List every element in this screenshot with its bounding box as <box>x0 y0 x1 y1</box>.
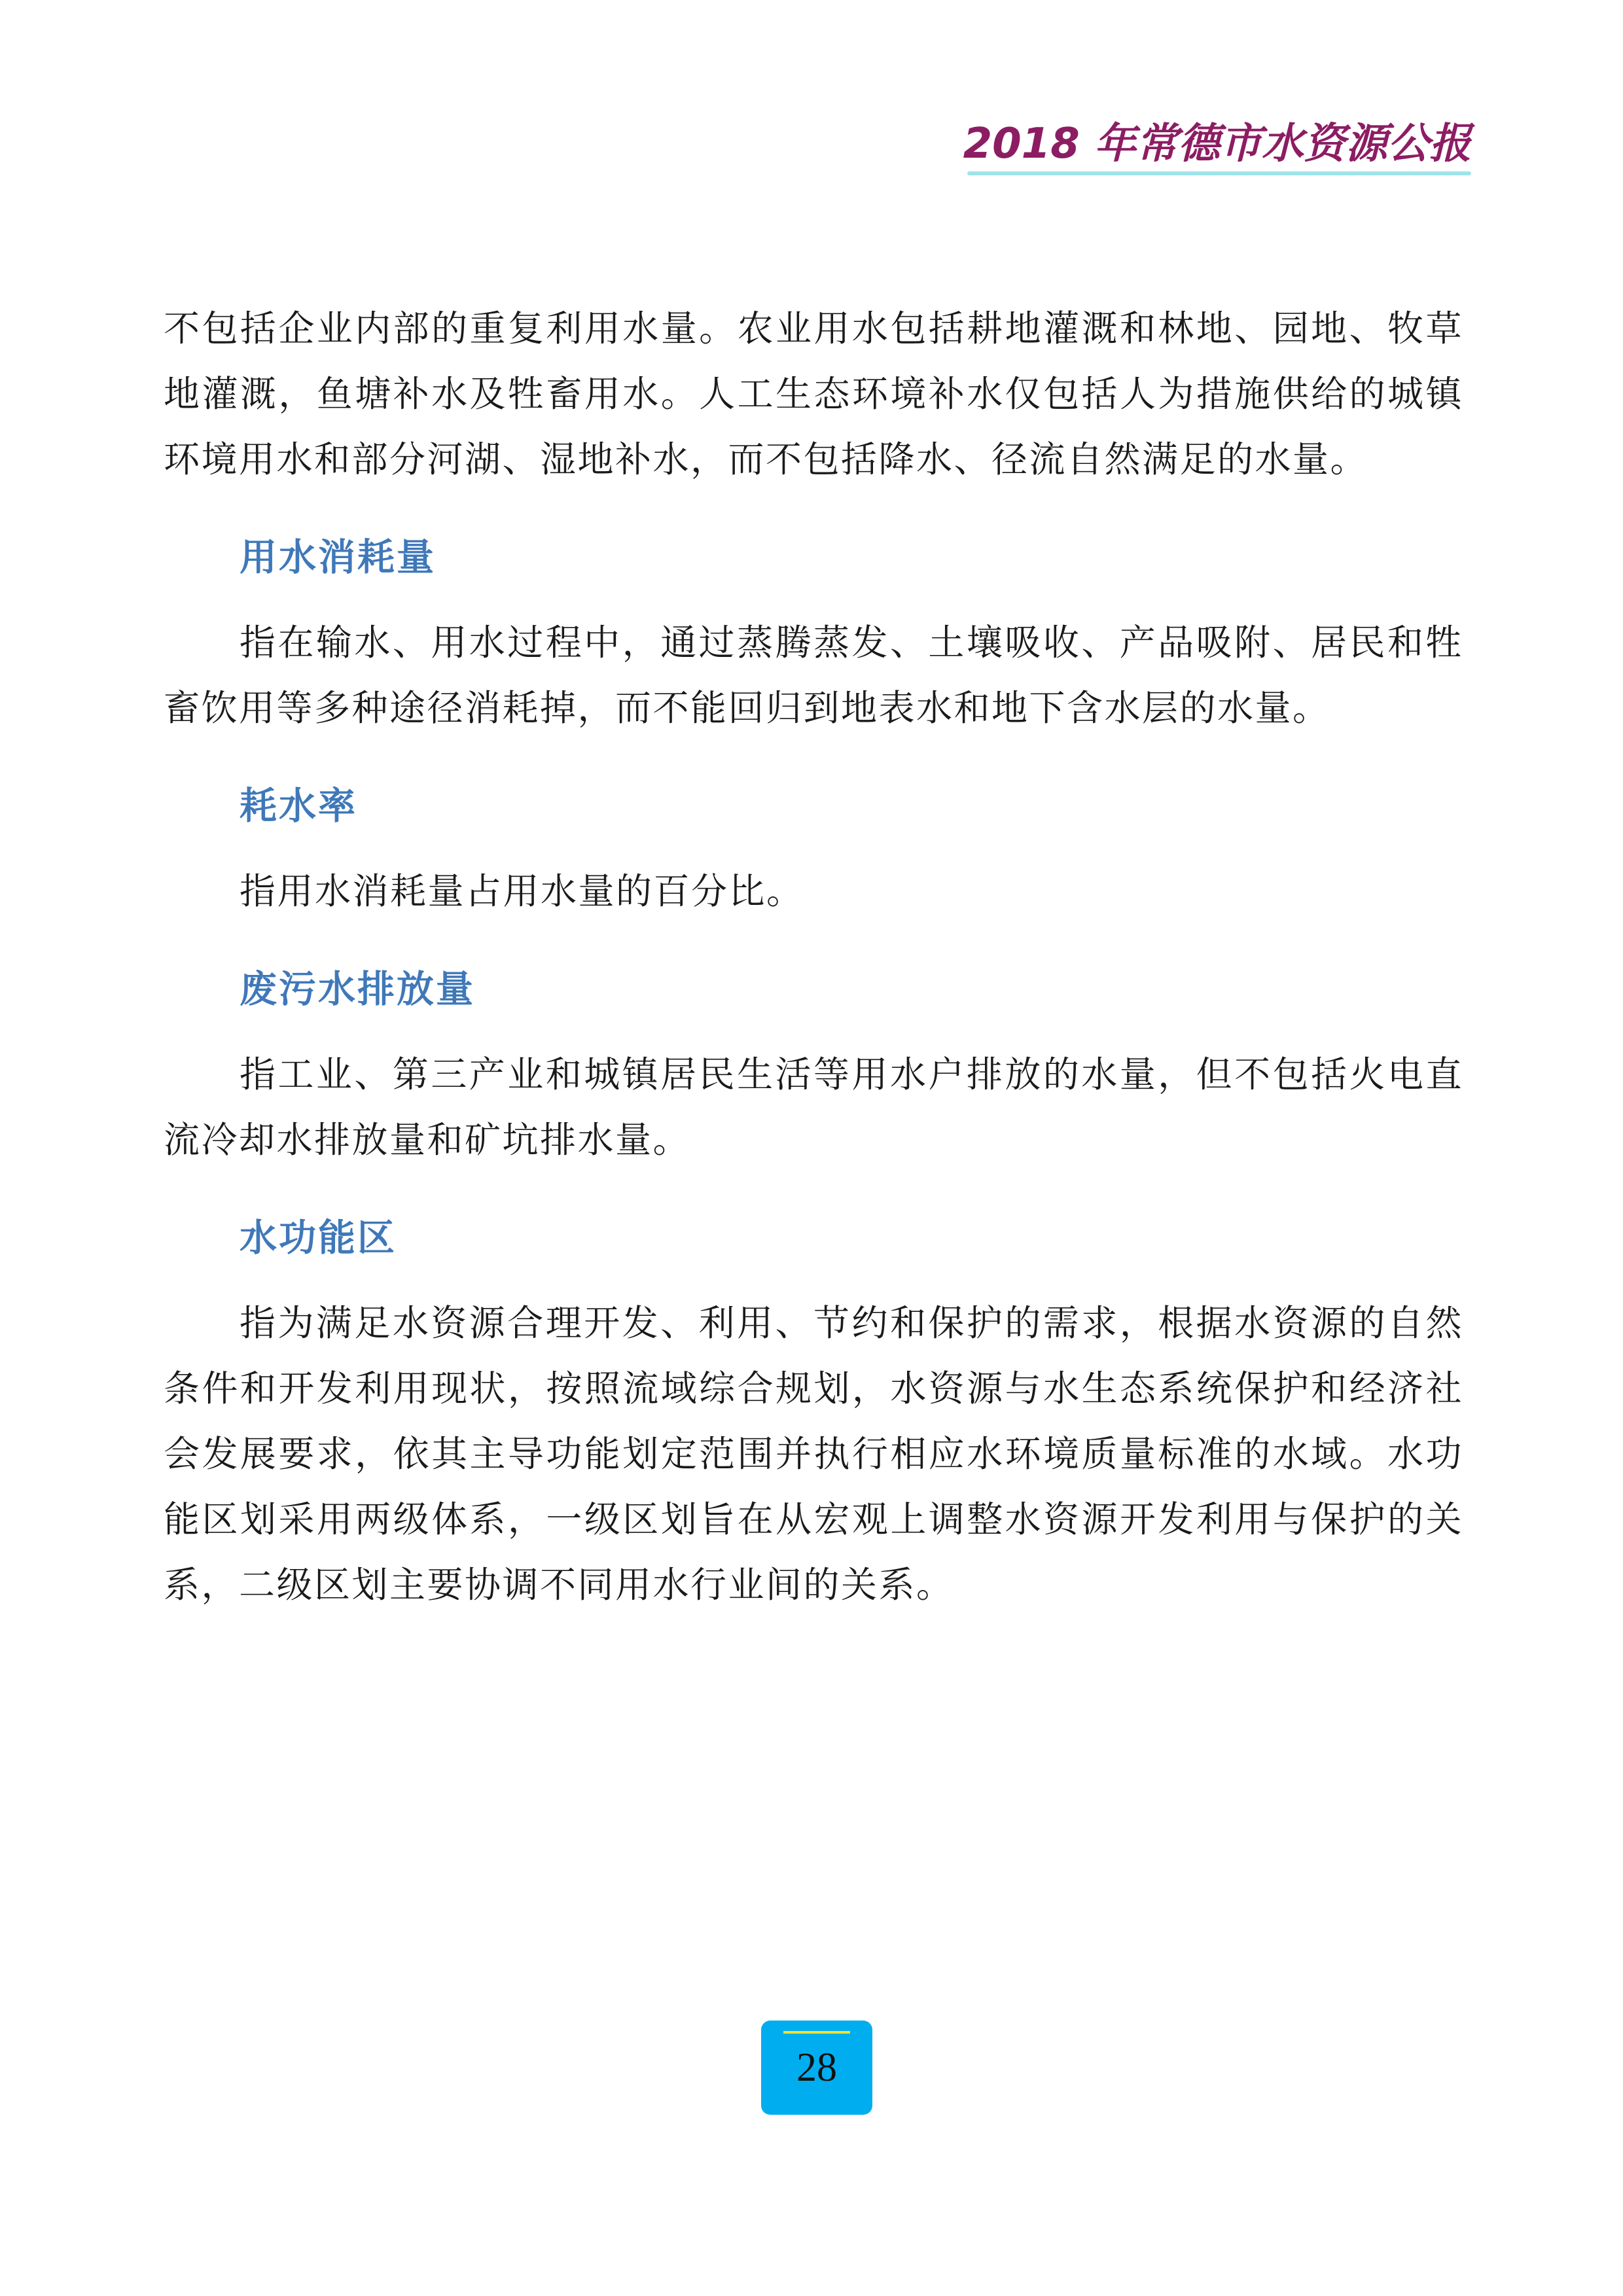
page-body <box>164 296 1463 1617</box>
section-heading-wastewater-discharge: 废污水排放量 <box>240 968 475 1011</box>
header-underline <box>967 171 1471 175</box>
section-heading-consumption-rate: 耗水率 <box>240 785 357 828</box>
badge-accent-line <box>783 2031 850 2034</box>
page-number: 28 <box>796 2045 837 2090</box>
report-header-title: 2018 年常德市水资源公报 <box>963 120 1471 168</box>
definition-water-function-zone: 指为满足水资源合理开发、利用、节约和保护的需求，根据水资源的自然条件和开发利用现状，按照流域综合规划，水资源与水生态系统保护和经济社会发展要求，依其主导功能划定范围并执行相应水环境质量标准的水域。水功能区划采用两级体系，一级区划旨在从宏观上调整水资源开发利用与保护的关系，二级区划主要协调不同用水行业间的关系。 <box>164 1302 1463 1606</box>
page-number-badge <box>761 2021 872 2115</box>
section-heading-water-consumption: 用水消耗量 <box>240 536 436 579</box>
definition-water-consumption: 指在输水、用水过程中，通过蒸腾蒸发、土壤吸收、产品吸附、居民和牲畜饮用等多种途径消耗掉，而不能回归到地表水和地下含水层的水量。 <box>164 622 1463 729</box>
section-heading-water-function-zone: 水功能区 <box>240 1216 397 1260</box>
continued-paragraph: 不包括企业内部的重复利用水量。农业用水包括耕地灌溉和林地、园地、牧草地灌溉，鱼塘补水及牲畜用水。人工生态环境补水仅包括人为措施供给的城镇环境用水和部分河湖、湿地补水，而不包括降水、径流自然满足的水量。 <box>164 308 1463 480</box>
definition-wastewater-discharge: 指工业、第三产业和城镇居民生活等用水户排放的水量，但不包括火电直流冷却水排放量和矿坑排水量。 <box>164 1053 1463 1161</box>
definition-consumption-rate: 指用水消耗量占用水量的百分比。 <box>240 870 804 912</box>
